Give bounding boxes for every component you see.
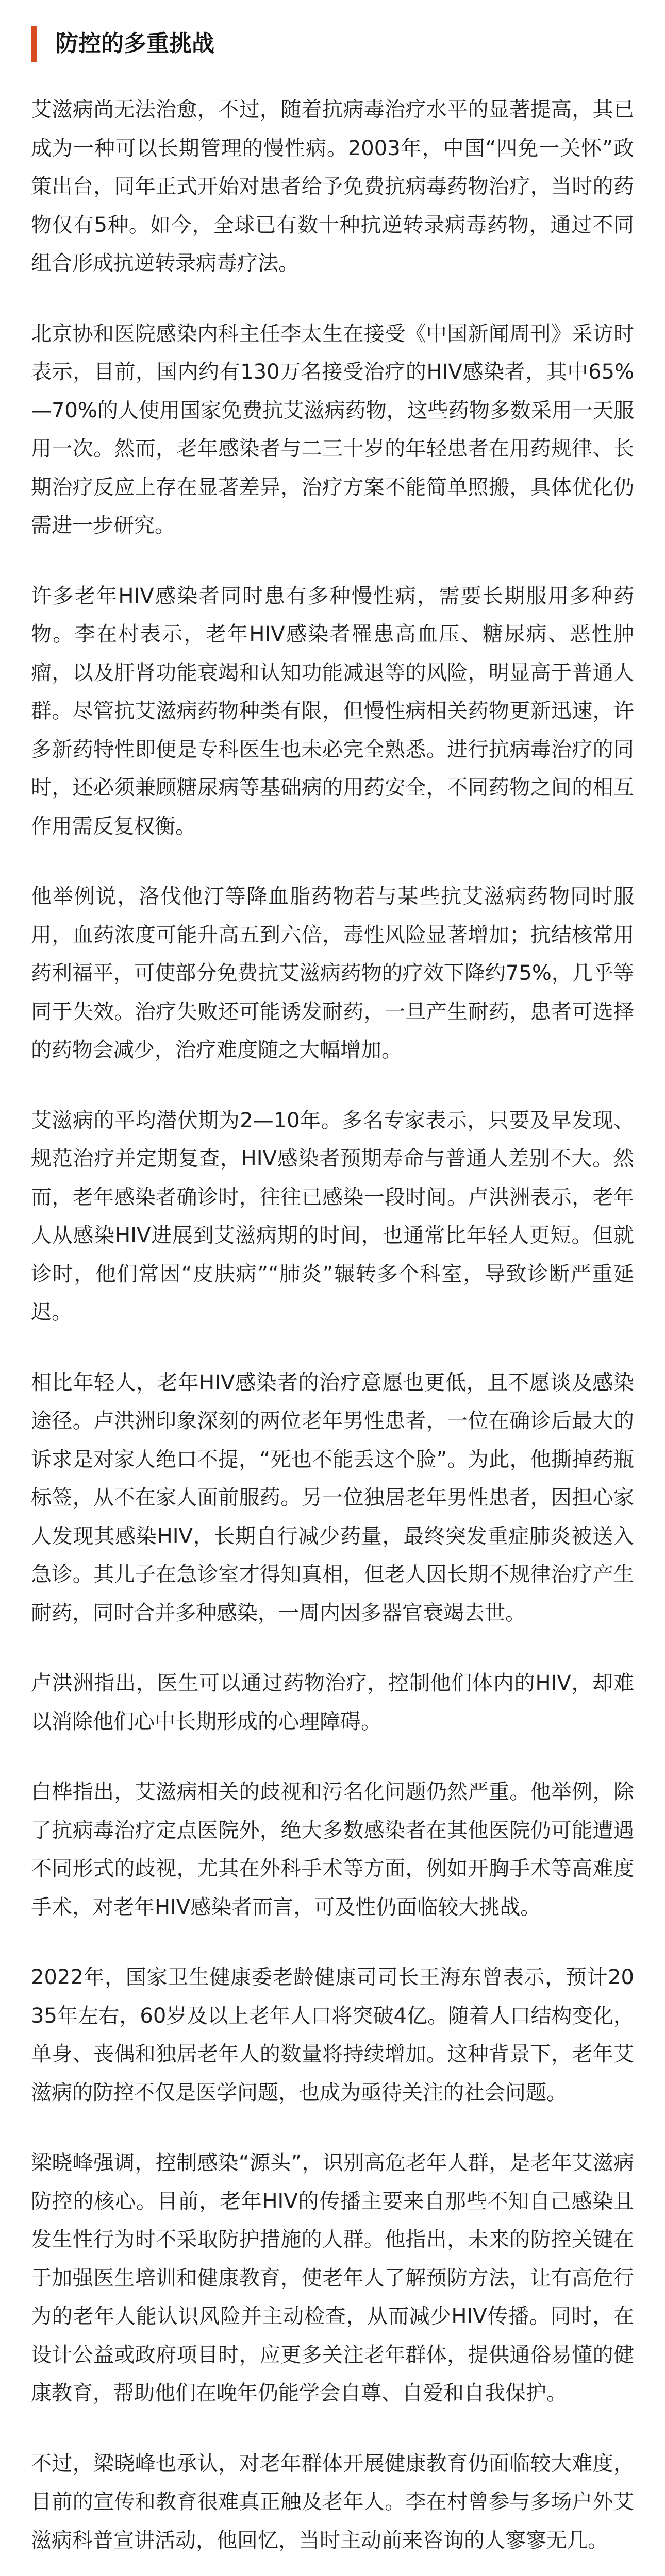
accent-bar (31, 26, 37, 62)
paragraph: 相比年轻人，老年HIV感染者的治疗意愿也更低，且不愿谈及感染途径。卢洪洲印象深刻的两位老年男性患者，一位在确诊后最大的诉求是对家人绝口不提，“死也不能丢这个脸”。为此，他撕掉药瓶标签，从不在家人面前服药。另一位独居老年男性患者，因担心家人发现其感染HIV，长期自行减少药量，最终突发重症肺炎被送入急诊。其儿子在急诊室才得知真相，但老人因长期不规律治疗产生耐药，同时合并多种感染，一周内因多器官衰竭去世。 (31, 1370, 634, 1625)
paragraph: 他举例说，洛伐他汀等降血脂药物若与某些抗艾滋病药物同时服用，血药浓度可能升高五到六倍，毒性风险显著增加；抗结核常用药利福平，可使部分免费抗艾滋病药物的疗效下降约75%，几乎等同于失效。治疗失败还可能诱发耐药，一旦产生耐药，患者可选择的药物会减少，治疗难度随之大幅增加。 (31, 885, 634, 1062)
paragraph: 许多老年HIV感染者同时患有多种慢性病，需要长期服用多种药物。李在村表示，老年HIV感染者罹患高血压、糖尿病、恶性肿瘤，以及肝肾功能衰竭和认知功能减退等的风险，明显高于普通人群。尽管抗艾滋病药物种类有限，但慢性病相关药物更新迅速，许多新药特性即便是专科医生也未必完全熟悉。进行抗病毒治疗的同时，还必须兼顾糖尿病等基础病的用药安全，不同药物之间的相互作用需反复权衡。 (31, 584, 634, 838)
section-header (31, 21, 634, 67)
paragraph: 北京协和医院感染内科主任李太生在接受《中国新闻周刊》采访时表示，目前，国内约有130万名接受治疗的HIV感染者，其中65%—70%的人使用国家免费抗艾滋病药物，这些药物多数采用一天服用一次。然而，老年感染者与二三十岁的年轻患者在用药规律、长期治疗反应上存在显著差异，治疗方案不能简单照搬，具体优化仍需进一步研究。 (31, 321, 634, 537)
section-title: 防控的多重挑战 (56, 30, 214, 57)
paragraph: 艾滋病尚无法治愈，不过，随着抗病毒治疗水平的显著提高，其已成为一种可以长期管理的慢性病。2003年，中国“四免一关怀”政策出台，同年正式开始对患者给予免费抗病毒药物治疗，当时的药物仅有5种。如今，全球已有数十种抗逆转录病毒药物，通过不同组合形成抗逆转录病毒疗法。 (31, 98, 634, 275)
article-body (31, 91, 634, 2576)
paragraph: 不过，梁晓峰也承认，对老年群体开展健康教育仍面临较大难度，目前的宣传和教育很难真正触及老年人。李在村曾参与多场户外艾滋病科普宣讲活动，他回忆，当时主动前来咨询的人寥寥无几。 (31, 2451, 634, 2552)
paragraph: 白桦指出，艾滋病相关的歧视和污名化问题仍然严重。他举例，除了抗病毒治疗定点医院外，绝大多数感染者在其他医院仍可能遭遇不同形式的歧视，尤其在外科手术等方面，例如开胸手术等高难度手术，对老年HIV感染者而言，可及性仍面临较大挑战。 (31, 1780, 634, 1919)
paragraph: 梁晓峰强调，控制感染“源头”，识别高危老年人群，是老年艾滋病防控的核心。目前，老年HIV的传播主要来自那些不知自己感染且发生性行为时不采取防护措施的人群。他指出，未来的防控关键在于加强医生培训和健康教育，使老年人了解预防方法，让有高危行为的老年人能认识风险并主动检查，从而减少HIV传播。同时，在设计公益或政府项目时，应更多关注老年群体，提供通俗易懂的健康教育，帮助他们在晚年仍能学会自尊、自爱和自我保护。 (31, 2151, 634, 2405)
paragraph: 卢洪洲指出，医生可以通过药物治疗，控制他们体内的HIV，却难以消除他们心中长期形成的心理障碍。 (31, 1671, 634, 1734)
paragraph: 2022年，国家卫生健康委老龄健康司司长王海东曾表示，预计2035年左右，60岁及以上老年人口将突破4亿。随着人口结构变化，单身、丧偶和独居老年人的数量将持续增加。这种背景下，老年艾滋病的防控不仅是医学问题，也成为亟待关注的社会问题。 (31, 1965, 634, 2105)
paragraph: 艾滋病的平均潜伏期为2—10年。多名专家表示，只要及早发现、规范治疗并定期复查，HIV感染者预期寿命与普通人差别不大。然而，老年感染者确诊时，往往已感染一段时间。卢洪洲表示，老年人从感染HIV进展到艾滋病期的时间，也通常比年轻人更短。但就诊时，他们常因“皮肤病”“肺炎”辗转多个科室，导致诊断严重延迟。 (31, 1108, 634, 1324)
